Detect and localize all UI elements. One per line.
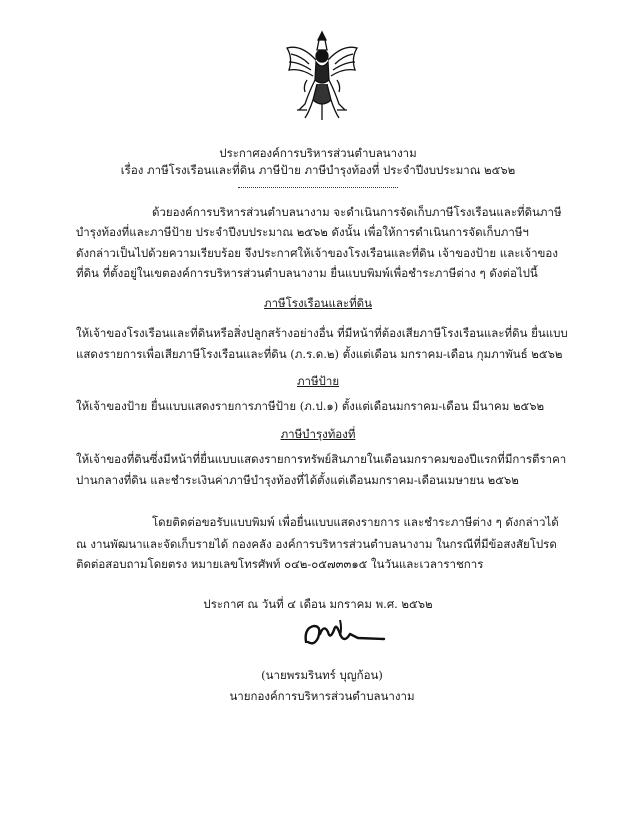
divider-dotted-line bbox=[238, 187, 398, 188]
contact-line: ณ งานพัฒนาและจัดเก็บรายได้ กองคลัง องค์การบริหารส่วนตำบลนางาม ในกรณีที่มีข้อสงสัยโปรด bbox=[76, 537, 557, 551]
signature bbox=[300, 612, 386, 656]
announcement-date: ประกาศ ณ วันที่ ๔ เดือน มกราคม พ.ศ. ๒๕๖๒ bbox=[203, 597, 433, 611]
section-line: ให้เจ้าของป้าย ยื่นแบบแสดงรายการภาษีป้าย (ภ.ป.๑) ตั้งแต่เดือนมกราคม-เดือน มีนาคม ๒๕๖๒ bbox=[76, 399, 545, 413]
garuda-emblem-icon bbox=[283, 30, 361, 122]
contact-line: โดยติดต่อขอรับแบบพิมพ์ เพื่อยื่นแบบแสดงรายการ และชำระภาษีต่าง ๆ ดังกล่าวได้ bbox=[152, 515, 559, 529]
section-heading-local-maintenance-tax: ภาษีบำรุงท้องที่ bbox=[280, 427, 356, 441]
document-title: ประกาศองค์การบริหารส่วนตำบลนางาม bbox=[219, 146, 417, 160]
section-line: ให้เจ้าของโรงเรือนและที่ดินหรือสิ่งปลูกสร้างอย่างอื่น ที่มีหน้าที่ต้องเสียภาษีโรงเรือนและที่ดิน ยื่นแบบ bbox=[76, 326, 568, 340]
signer-title: นายกองค์การบริหารส่วนตำบลนางาม bbox=[229, 689, 415, 703]
intro-line: ดังกล่าวเป็นไปด้วยความเรียบร้อย จึงประกาศให้เจ้าของโรงเรือนและที่ดิน เจ้าของป้าย และเจ้าของ bbox=[76, 246, 558, 260]
section-heading-building-land-tax: ภาษีโรงเรือนและที่ดิน bbox=[263, 296, 372, 310]
section-heading-signboard-tax: ภาษีป้าย bbox=[296, 374, 340, 388]
intro-line: ด้วยองค์การบริหารส่วนตำบลนางาม จะดำเนินการจัดเก็บภาษีโรงเรือนและที่ดินภาษี bbox=[152, 205, 562, 219]
contact-line: ติดต่อสอบถามโดยตรง หมายเลขโทรศัพท์ ๐๔๒-๐๕๗๓๓๑๕ ในวันและเวลาราชการ bbox=[76, 557, 484, 571]
section-line: แสดงรายการเพื่อเสียภาษีโรงเรือนและที่ดิน (ภ.ร.ด.๒) ตั้งแต่เดือน มกราคม-เดือน กุมภาพันธ์ ๒๕๖๒ bbox=[76, 347, 563, 361]
intro-line: บำรุงท้องที่และภาษีป้าย ประจำปีงบประมาณ ๒๕๖๒ ดังนั้น เพื่อให้การดำเนินการจัดเก็บภาษีฯ bbox=[76, 225, 529, 239]
section-line: ปานกลางที่ดิน และชำระเงินค่าภาษีบำรุงท้องที่ได้ตั้งแต่เดือนมกราคม-เดือนเมษายน ๒๕๖๒ bbox=[76, 473, 519, 487]
signer-name: (นายพรมรินทร์ บุญก้อน) bbox=[261, 668, 383, 682]
section-line: ให้เจ้าของที่ดินซึ่งมีหน้าที่ยื่นแบบแสดงรายการทรัพย์สินภายในเดือนมกราคมของปีแรกที่มีการตีราคา bbox=[76, 452, 567, 466]
intro-line: ที่ดิน ที่ตั้งอยู่ในเขตองค์การบริหารส่วนตำบลนางาม ยื่นแบบพิมพ์เพื่อชำระภาษีต่าง ๆ ดังต่อไปนี้ bbox=[76, 266, 538, 280]
document-subject: เรื่อง ภาษีโรงเรือนและที่ดิน ภาษีป้าย ภาษีบำรุงท้องที่ ประจำปีงบประมาณ ๒๕๖๒ bbox=[120, 163, 516, 177]
